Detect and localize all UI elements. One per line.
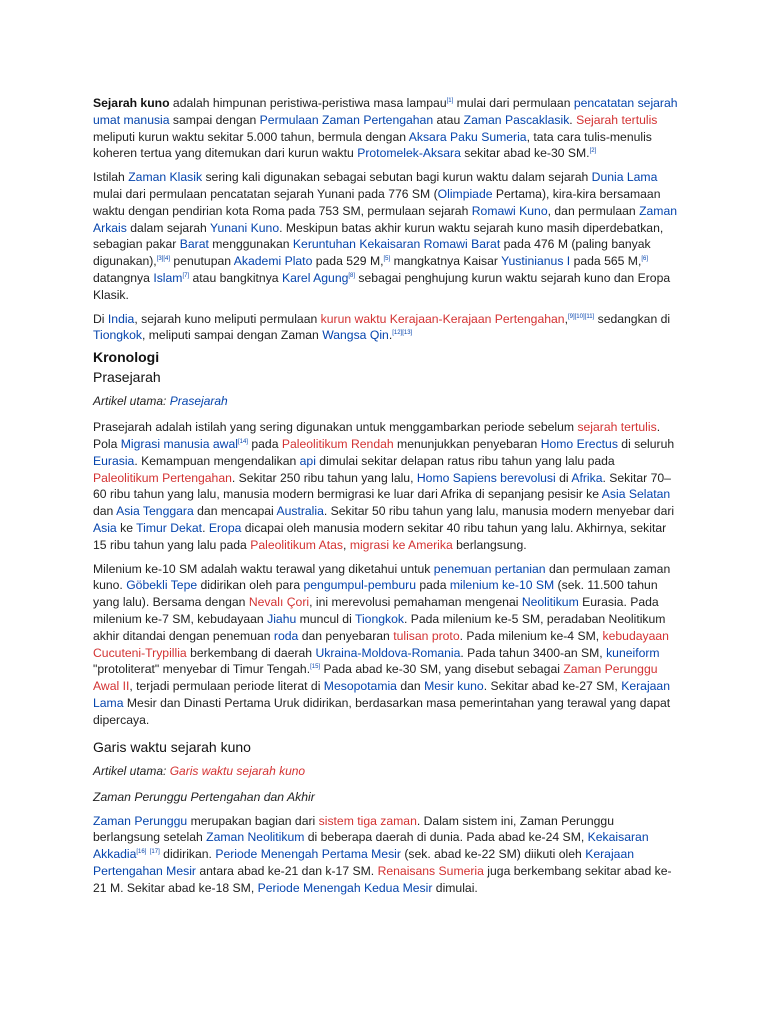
ref-link[interactable]: [2]	[589, 148, 597, 155]
article-body	[93, 95, 683, 896]
ref-link[interactable]: [6]	[641, 256, 649, 263]
link-homo-sapiens[interactable]: Homo Sapiens berevolusi	[416, 470, 556, 485]
link-jiahu[interactable]: Jiahu	[267, 611, 297, 626]
link-sejarah-tertulis[interactable]: Sejarah tertulis	[576, 112, 658, 127]
link-timur-dekat[interactable]: Timur Dekat	[136, 520, 203, 535]
link-australia[interactable]: Australia	[276, 504, 324, 519]
ref-link[interactable]: [16]	[136, 849, 147, 856]
link-periode-menengah-kedua[interactable]: Periode Menengah Kedua Mesir	[257, 880, 433, 895]
link-migrasi-ke-amerika[interactable]: migrasi ke Amerika	[349, 537, 453, 552]
link-permulaan-zaman-pertengahan[interactable]: Permulaan Zaman Pertengahan	[259, 112, 434, 127]
link-asia[interactable]: Asia	[93, 520, 117, 535]
link-keruntuhan-romawi-barat[interactable]: Keruntuhan Kekaisaran Romawi Barat	[292, 237, 501, 252]
link-islam[interactable]: Islam	[153, 270, 183, 285]
link-milenium-ke-10-sm[interactable]: milenium ke-10 SM	[449, 578, 555, 593]
link-cucuteni-trypillia[interactable]: kebudayaan Cucuteni-Trypillia	[93, 628, 669, 660]
link-tulisan-proto[interactable]: tulisan proto	[393, 628, 460, 643]
link-roda[interactable]: roda	[273, 628, 299, 643]
link-barat[interactable]: Barat	[179, 237, 209, 252]
ref-link[interactable]: [17]	[149, 849, 160, 856]
link-zaman-perunggu[interactable]: Zaman Perunggu	[93, 813, 188, 828]
link-mesopotamia[interactable]: Mesopotamia	[323, 679, 397, 694]
link-dunia-lama[interactable]: Dunia Lama	[591, 170, 658, 185]
link-sejarah-tertulis-2[interactable]: sejarah tertulis	[577, 420, 657, 435]
link-sistem-tiga-zaman[interactable]: sistem tiga zaman	[318, 813, 417, 828]
ref-link[interactable]: [8]	[348, 272, 356, 279]
ref-link[interactable]: [9][10][11]	[567, 313, 595, 320]
link-paleolitikum-pertengahan[interactable]: Paleolitikum Pertengahan	[93, 470, 232, 485]
link-zaman-klasik[interactable]: Zaman Klasik	[128, 170, 203, 185]
paragraph-india-tiongkok: Di India, sejarah kuno meliputi permulaan kurun waktu Kerajaan-Kerajaan Pertengahan,[9][10][11] sedangkan di Tiongkok, meliputi sampai dengan Zaman Wangsa Qin.[12][13]	[93, 311, 671, 343]
link-eropa[interactable]: Eropa	[208, 520, 242, 535]
link-zaman-arkais[interactable]: Zaman Arkais	[93, 203, 678, 235]
paragraph-intro: Sejarah kuno adalah himpunan peristiwa-peristiwa masa lampau[1] mulai dari permulaan pencatatan sejarah umat manusia sampai dengan Permulaan Zaman Pertengahan atau Zaman Pascaklasik. Sejarah tertulis meliputi kurun waktu sekitar 5.000 tahun, bermula dengan Aksara Paku Sumeria, tata cara tulis-menulis koheren tertua yang ditemukan dari kurun waktu Protomelek-Aksara sekitar abad ke-30 SM.[2]	[93, 96, 678, 161]
ref-link[interactable]: [15]	[310, 664, 321, 671]
link-eurasia[interactable]: Eurasia	[93, 453, 135, 468]
ref-link[interactable]: [7]	[182, 272, 190, 279]
ref-link[interactable]: [3][4]	[156, 256, 171, 263]
link-ukraina-moldova-romania[interactable]: Ukraina-Moldova-Romania	[315, 645, 461, 660]
link-karel-agung[interactable]: Karel Agung	[281, 270, 349, 285]
link-zaman-neolitikum[interactable]: Zaman Neolitikum	[206, 830, 305, 845]
link-india[interactable]: India	[107, 311, 135, 326]
link-olimpiade[interactable]: Olimpiade	[437, 186, 493, 201]
link-periode-menengah-pertama[interactable]: Periode Menengah Pertama Mesir	[215, 847, 401, 862]
link-kerajaan-lama[interactable]: Kerajaan Lama	[93, 679, 670, 710]
link-zaman-perunggu-awal-ii[interactable]: Zaman Perunggu Awal II	[93, 662, 658, 694]
link-wangsa-qin[interactable]: Wangsa Qin	[322, 328, 389, 343]
link-homo-erectus[interactable]: Homo Erectus	[540, 436, 618, 451]
link-migrasi-manusia-awal[interactable]: Migrasi manusia awal	[120, 436, 238, 451]
paragraph-milenium: Milenium ke-10 SM adalah waktu terawal yang diketahui untuk penemuan pertanian dan permulaan zaman kuno. Göbekli Tepe didirikan oleh para pengumpul-pemburu pada milenium ke-10 SM (sek. 11.500 tahun yang lalu). Bersama dengan Nevalı Çori, ini merevolusi pemahaman mengenai Neolitikum Eurasia. Pada milenium ke-7 SM, kebudayaan Jiahu muncul di Tiongkok. Pada milenium ke-5 SM, peradaban Neolitikum akhir ditandai dengan penemuan roda dan penyebaran tulisan proto. Pada milenium ke-4 SM, kebudayaan Cucuteni-Trypillia berkembang di daerah Ukraina-Moldova-Romania. Pada tahun 3400-an SM, kuneiform "protoliterat" menyebar di Timur Tengah.[15] Pada abad ke-30 SM, yang disebut sebagai Zaman Perunggu Awal II, terjadi permulaan periode literat di Mesopotamia dan Mesir kuno. Sekitar abad ke-27 SM, Kerajaan Lama Mesir dan Dinasti Pertama Uruk didirikan, berdasarkan masa pemerintahan yang terawal yang dapat dipercaya.	[93, 561, 671, 727]
paragraph-zaman-perunggu: Zaman Perunggu merupakan bagian dari sistem tiga zaman. Dalam sistem ini, Zaman Perunggu berlangsung setelah Zaman Neolitikum di beberapa daerah di dunia. Pada abad ke-24 SM, Kekaisaran Akkadia[16] [17] didirikan. Periode Menengah Pertama Mesir (sek. abad ke-22 SM) diikuti oleh Kerajaan Pertengahan Mesir antara abad ke-21 dan k-17 SM. Renaisans Sumeria juga berkembang sekitar abad ke-21 M. Sekitar abad ke-18 SM, Periode Menengah Kedua Mesir dimulai.	[93, 813, 672, 895]
link-protomelek-aksara[interactable]: Protomelek-Aksara	[357, 146, 461, 161]
link-asia-tenggara[interactable]: Asia Tenggara	[116, 504, 194, 519]
link-gobekli-tepe[interactable]: Göbekli Tepe	[126, 578, 198, 593]
hatnote-main-article-2: Artikel utama: Garis waktu sejarah kuno	[93, 763, 306, 778]
link-pengumpul-pemburu[interactable]: pengumpul-pemburu	[303, 578, 416, 593]
link-paleolitikum-rendah[interactable]: Paleolitikum Rendah	[281, 436, 394, 451]
link-api[interactable]: api	[299, 453, 316, 468]
heading-garis-waktu: Garis waktu sejarah kuno	[93, 738, 251, 755]
link-tiongkok-2[interactable]: Tiongkok	[354, 611, 404, 626]
hatnote-main-article: Artikel utama: Prasejarah	[93, 394, 228, 409]
article-title-bold: Sejarah kuno	[93, 96, 170, 110]
paragraph-prasejarah: Prasejarah adalah istilah yang sering digunakan untuk menggambarkan periode sebelum sejarah tertulis. Pola Migrasi manusia awal[14] pada Paleolitikum Rendah menunjukkan penyebaran Homo Erectus di seluruh Eurasia. Kemampuan mengendalikan api dimulai sekitar delapan ratus ribu tahun yang lalu pada Paleolitikum Pertengahan. Sekitar 250 ribu tahun yang lalu, Homo Sapiens berevolusi di Afrika. Sekitar 70–60 ribu tahun yang lalu, manusia modern bermigrasi ke luar dari Afrika di sepanjang pesisir ke Asia Selatan dan Asia Tenggara dan mencapai Australia. Sekitar 50 ribu tahun yang lalu, manusia modern menyebar dari Asia ke Timur Dekat. Eropa dicapai oleh manusia modern sekitar 40 ribu tahun yang lalu. Akhirnya, sekitar 15 ribu tahun yang lalu pada Paleolitikum Atas, migrasi ke Amerika berlangsung.	[93, 420, 675, 552]
link-zaman-pascaklasik[interactable]: Zaman Pascaklasik	[463, 112, 570, 127]
link-akademi-plato[interactable]: Akademi Plato	[233, 254, 313, 269]
link-neolitikum[interactable]: Neolitikum	[521, 595, 579, 610]
ref-link[interactable]: [12][13]	[392, 330, 413, 337]
link-aksara-paku-sumeria[interactable]: Aksara Paku Sumeria	[408, 129, 527, 144]
link-kuneiform[interactable]: kuneiform	[606, 645, 660, 660]
link-paleolitikum-atas[interactable]: Paleolitikum Atas	[250, 537, 344, 552]
link-asia-selatan[interactable]: Asia Selatan	[601, 487, 671, 502]
heading-prasejarah: Prasejarah	[93, 369, 161, 386]
link-prasejarah[interactable]: Prasejarah	[169, 394, 228, 409]
link-pencatatan-sejarah[interactable]: pencatatan sejarah umat manusia	[93, 96, 678, 127]
link-yustinianus[interactable]: Yustinianus I	[501, 254, 571, 269]
ref-link[interactable]: [14]	[237, 438, 248, 445]
link-renaisans-sumeria[interactable]: Renaisans Sumeria	[377, 863, 484, 878]
link-garis-waktu[interactable]: Garis waktu sejarah kuno	[169, 763, 306, 778]
ref-link[interactable]: [1]	[446, 98, 454, 104]
link-mesir-kuno[interactable]: Mesir kuno	[424, 679, 484, 694]
paragraph-zaman-klasik: Istilah Zaman Klasik sering kali digunakan sebagai sebutan bagi kurun waktu dalam sejarah Dunia Lama mulai dari permulaan pencatatan sejarah Yunani pada 776 SM (Olimpiade Pertama), kira-kira bersamaan waktu dengan pendirian kota Roma pada 753 SM, permulaan sejarah Romawi Kuno, dan permulaan Zaman Arkais dalam sejarah Yunani Kuno. Meskipun batas akhir kurun waktu sejarah kuno masih diperdebatkan, sebagian pakar Barat menggunakan Keruntuhan Kekaisaran Romawi Barat pada 476 M (paling banyak digunakan),[3][4] penutupan Akademi Plato pada 529 M,[5] mangkatnya Kaisar Yustinianus I pada 565 M,[6] datangnya Islam[7] atau bangkitnya Karel Agung[8] sebagai penghujung kurun waktu sejarah kuno dan Eropa Klasik.	[93, 170, 678, 302]
link-tiongkok[interactable]: Tiongkok	[93, 328, 142, 343]
ref-link[interactable]: [5]	[383, 256, 391, 263]
link-penemuan-pertanian[interactable]: penemuan pertanian	[433, 561, 546, 576]
link-kerajaan-pertengahan-mesir[interactable]: Kerajaan Pertengahan Mesir	[93, 847, 635, 878]
link-kerajaan-pertengahan[interactable]: kurun waktu Kerajaan-Kerajaan Pertengahan	[320, 311, 565, 326]
link-yunani-kuno[interactable]: Yunani Kuno	[209, 220, 280, 235]
link-nevali-cori[interactable]: Nevalı Çori	[248, 595, 310, 610]
heading-kronologi: Kronologi	[93, 349, 160, 366]
link-romawi-kuno[interactable]: Romawi Kuno	[471, 203, 548, 218]
subheading-zaman-perunggu: Zaman Perunggu Pertengahan dan Akhir	[93, 789, 315, 804]
link-afrika[interactable]: Afrika	[571, 470, 603, 485]
link-kekaisaran-akkadia[interactable]: Kekaisaran Akkadia	[93, 830, 649, 862]
